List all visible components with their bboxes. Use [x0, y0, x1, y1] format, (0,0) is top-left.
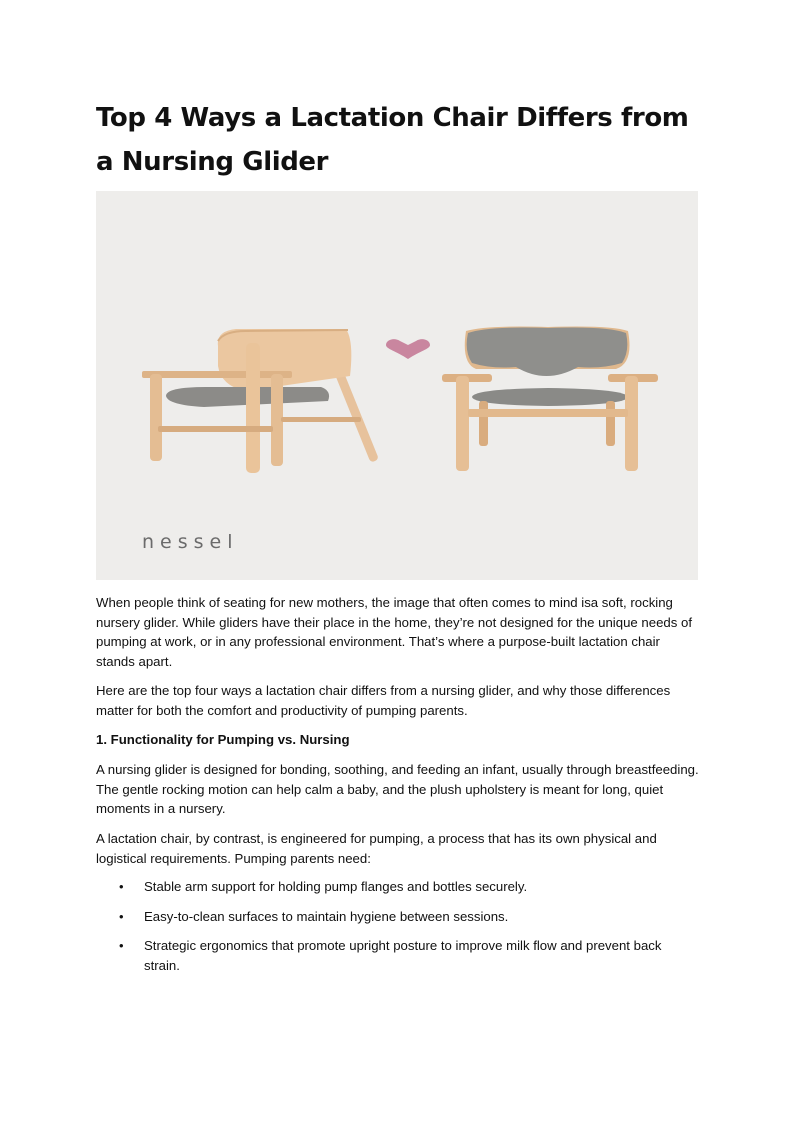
- requirements-list: [96, 877, 699, 985]
- section-heading: 1. Functionality for Pumping vs. Nursing: [96, 732, 350, 747]
- bullet-icon: •: [119, 908, 124, 924]
- list-item: • Strategic ergonomics that promote upright posture to improve milk flow and prevent back strain.: [119, 938, 662, 973]
- list-item: • Stable arm support for holding pump flanges and bottles securely.: [96, 877, 699, 897]
- left-chair-graphic: [142, 329, 379, 473]
- heart-graphic: [386, 339, 430, 359]
- right-chair-graphic: [442, 327, 658, 472]
- brand-logo: nessel: [142, 531, 239, 553]
- section-paragraph-2: A lactation chair, by contrast, is engineered for pumping, a process that has its own physical and logistical requirements. Pumping parents need:: [96, 831, 657, 866]
- hero-image: [96, 191, 698, 580]
- list-item: • Easy-to-clean surfaces to maintain hygiene between sessions.: [96, 907, 699, 927]
- chairs-illustration: [96, 191, 698, 580]
- intro-paragraph: When people think of seating for new mothers, the image that often comes to mind isa soft, rocking nursery glider. While gliders have their place in the home, they’re not designed for the unique needs of pumping at work, or in any professional environment. That’s where a purpose-built lactation chair stands apart.: [96, 595, 692, 669]
- bullet-icon: •: [119, 879, 124, 894]
- overview-paragraph: Here are the top four ways a lactation chair differs from a nursing glider, and why those differences matter for both the comfort and productivity of pumping parents.: [96, 683, 671, 718]
- article-title: Top 4 Ways a Lactation Chair Differs from a Nursing Glider: [96, 103, 689, 177]
- section-paragraph-1: A nursing glider is designed for bonding, soothing, and feeding an infant, usually through breastfeeding. The gentle rocking motion can help calm a baby, and the plush upholstery is meant for long, quiet moments in a nursery.: [96, 762, 699, 817]
- bullet-icon: •: [119, 938, 124, 954]
